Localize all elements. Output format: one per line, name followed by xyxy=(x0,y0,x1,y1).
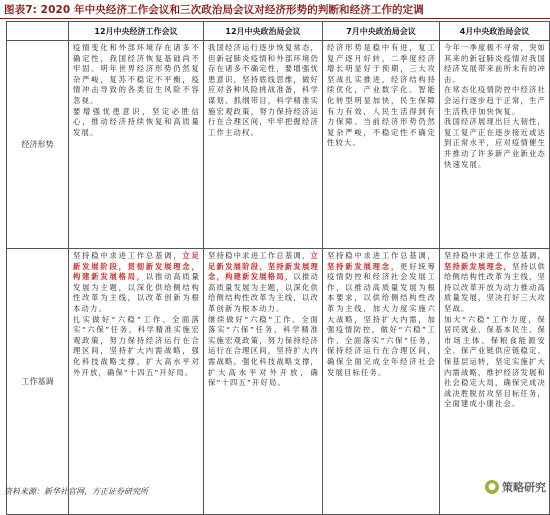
text-segment: 经济形势是稳中有进，复工复产逐月好转，二季度经济增长明显好于预期，三大攻坚战扎实推进，经济结构持续优化，产业数字化、智能化转型明显加快，民生保障有力有效，人民生活得到有力保障。当前经济形势仍然复杂严峻，不稳定性不确定性较大。 xyxy=(327,43,436,148)
cell-text xyxy=(323,249,439,378)
text-segment: 我国经济运行逐步恢复常态，但新冠肺炎疫情和外部环境仍存在诸多不确定性，要增强忧患意识，坚持底线思维，做好应对各种风险挑战准备，科学谋划、抓纲带目，科学精准实施宏观政策，努力保持经济运行在合理区间，牢牢把握经济工作主动权。 xyxy=(208,43,319,137)
header-jul-politburo-meeting: 7月中央政治局会议 xyxy=(323,22,440,41)
figure-title: 图表7: 2020 年中央经济工作会议和三次政治局会议对经济形势的判断和经济工作的定调 xyxy=(4,4,424,16)
text-segment: 加大“六稳”工作力度，保居民就业、保基本民生、保市场主体、保粮食能源安全、保产业链供应链稳定、保基层运转，坚定实施扩大内需战略，维护经济发展和社会稳定大局，确保完成决战决胜脱贫攻坚目标任务，全面建成小康社会。 xyxy=(444,314,546,409)
text-segment: 坚持以供给侧结构性改革为主线，坚持以改革开放为动力推动高质量发展，坚决打好三大攻坚战。 xyxy=(444,261,546,313)
header-dec-economic-work-conference: 12月中央经济工作会议 xyxy=(69,22,204,41)
text-segment: 继续做好“六稳”工作、全面落实“六保”任务，科学精准实施宏观政策，努力保持经济运行在合理区间，坚持扩大内需战略，强化科技战略支撑，扩大高水平对外开放，确保“十四五”开好局。 xyxy=(208,314,319,388)
highlighted-phrase: 坚持新发展理念， xyxy=(327,261,401,271)
cell-text xyxy=(323,41,439,149)
header-corner xyxy=(7,22,69,41)
header-apr-politburo-meeting: 4月中央政治局会议 xyxy=(440,22,550,41)
cell-text xyxy=(69,249,203,378)
cell-jul-politburo-meeting xyxy=(323,41,440,249)
row-label: 经济形势 xyxy=(7,41,69,249)
row-label: 工作基调 xyxy=(7,249,69,515)
wechat-icon: ● xyxy=(485,480,499,494)
text-segment: 今年一季度极不寻常，突如其来的新冠肺炎疫情对我国经济发展带来前所未有的冲击。 xyxy=(444,43,546,84)
highlighted-phrase: 坚持新发展理念， xyxy=(444,261,512,271)
cell-dec-economic-work-conference xyxy=(69,41,204,249)
table-row xyxy=(7,41,550,249)
cell-jul-politburo-meeting xyxy=(323,249,440,515)
text-segment: 坚持稳中求进工作总基调， xyxy=(444,251,546,260)
cell-apr-politburo-meeting xyxy=(440,249,550,515)
header-dec-politburo-meeting: 12月中央政治局会议 xyxy=(204,22,323,41)
text-segment: 更好统筹疫情防控和经济社会发展工作，以推动高质量发展为根本要求，以供给侧结构性改革为主线，加大力度实施六大战略，坚持扩大内需，加强疫情防控，做好“六稳”工作、全面落实“六保”任务，保持经济运行在合理区间，确保全面完成全年经济社会发展目标任务。 xyxy=(327,261,436,377)
text-segment: 坚持稳中求进工作总基调， xyxy=(208,251,311,260)
watermark-text: 策略研究 xyxy=(502,481,546,494)
cell-text xyxy=(440,41,549,170)
cell-text xyxy=(440,249,549,410)
text-segment: 以推动高质量发展为主题，以深化供给侧结构性改革为主线，以改革创新为根本动力。 xyxy=(73,272,200,313)
text-segment: 疫情变化和外部环境存在诸多不确定性，我国经济恢复基础尚不牢固。明年世界经济形势仍然复杂严峻，复苏不稳定不平衡，疫情冲击导致的各类衍生风险不容忽视。 xyxy=(73,43,200,105)
text-segment: 我国经济展现出巨大韧性，复工复产正在逐步接近或达到正常水平，应对疫情催生并推动了许多新产业新业态快速发展。 xyxy=(444,117,546,169)
figure-title-bar xyxy=(0,0,550,19)
cell-text xyxy=(69,41,203,138)
watermark xyxy=(485,479,546,495)
cell-text xyxy=(204,249,322,389)
table-row xyxy=(7,249,550,515)
policy-comparison-table xyxy=(6,21,550,515)
cell-apr-politburo-meeting xyxy=(440,41,550,249)
cell-text xyxy=(204,41,322,138)
cell-dec-politburo-meeting xyxy=(204,41,323,249)
highlighted-phrase: 立足新发展阶段，贯彻新发展理念，构建新发展格局， xyxy=(73,251,200,282)
text-segment: 扎实做好“六稳”工作、全面落实“六保”任务，科学精准实施宏观政策，努力保持经济运行在合理区间，坚持扩大内需战略，强化科技战略支撑，扩大高水平对外开放，确保“十四五”开好局。 xyxy=(73,314,200,377)
text-segment: 在常态化疫情防控中经济社会运行逐步趋于正常，生产生活秩序加快恢复。 xyxy=(444,85,546,116)
table-header-row xyxy=(7,22,550,41)
text-segment: 坚持稳中求进工作总基调， xyxy=(73,251,183,260)
cell-dec-economic-work-conference xyxy=(69,249,204,515)
highlighted-phrase: 立足新发展阶段，坚持新发展理念，构建新发展格局， xyxy=(208,251,319,282)
text-segment: 要增强忧患意识，坚定必胜信心，推动经济持续恢复和高质量发展。 xyxy=(73,106,200,137)
text-segment: 坚持稳中求进工作总基调， xyxy=(327,251,436,260)
source-note: 资料来源：新华社官网、方正证券研究所 xyxy=(4,487,148,496)
cell-dec-politburo-meeting xyxy=(204,249,323,515)
text-segment: 以推动高质量发展为主题，以深化供给侧结构性改革为主线，以改革创新为根本动力。 xyxy=(208,272,320,313)
